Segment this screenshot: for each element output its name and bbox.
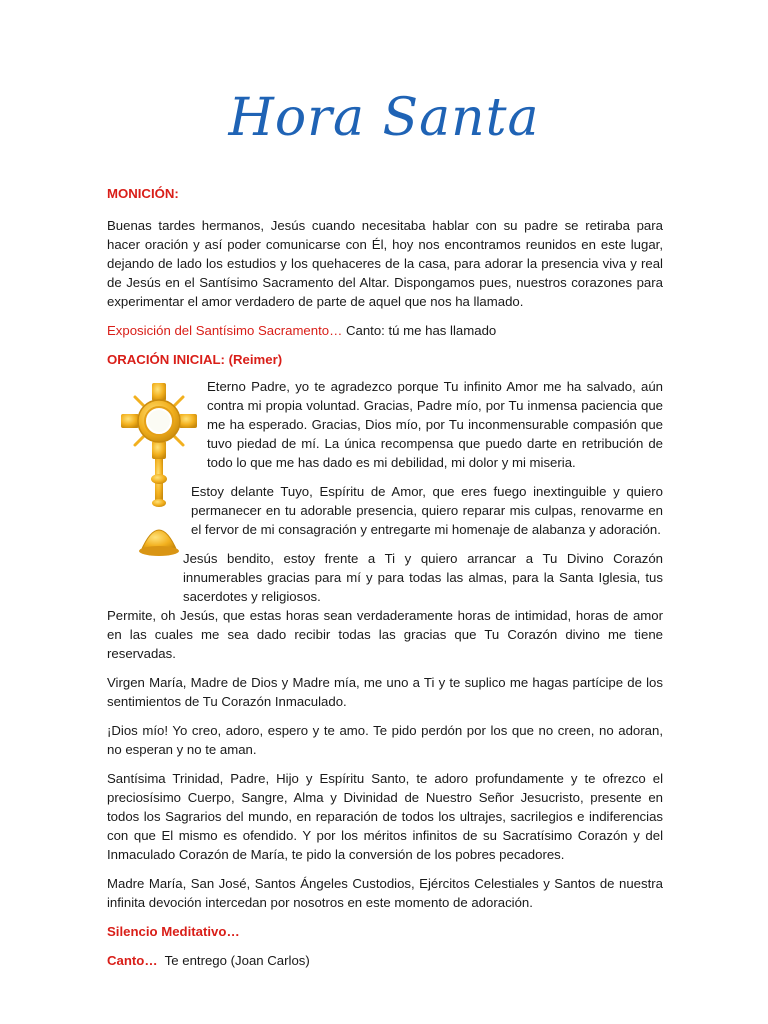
oracion-p6: Santísima Trinidad, Padre, Hijo y Espíritu Santo, te adoro profundamente y te ofrezco el preciosísimo Cuerpo, Sangre, Alma y Divinidad de Nuestro Señor Jesucristo, presente en todos los Sagrarios del mundo, en reparación de todos los ultrajes, sacrilegios e indiferencias con que El mismo es ofendido. Y por los méritos infinitos de su Sacratísimo Corazón y del Inmaculado Corazón de María, te pido la conversión de los pobres pecadores. xyxy=(107,771,663,862)
oracion-p4: Virgen María, Madre de Dios y Madre mía, me uno a Ti y te suplico me hagas partícipe de los sentimientos de Tu Corazón Inmaculado. xyxy=(107,675,663,709)
silencio-line xyxy=(107,922,663,941)
oracion-p1: Eterno Padre, yo te agradezco porque Tu infinito Amor me ha salvado, aún contra mi propia voluntad. Gracias, Padre mío, por Tu inmensa paciencia que me ha esperado. Gracias, Dios mío, por Tu inconmensurable compasión que tuvo piedad de mí. La única recompensa que puedo darte en retribución de todo lo que me has dado es mi debilidad, mi dolor y mi miseria. xyxy=(207,379,663,470)
prayer-block xyxy=(107,377,663,663)
canto-final-line xyxy=(107,951,663,970)
canto-final-text: Te entrego (Joan Carlos) xyxy=(157,953,310,968)
oracion-p3a: Jesús bendito, estoy frente a Ti y quiero arrancar a Tu Divino Corazón innumerables gracias para mí y para todas las almas, para la Santa Iglesia, tus sacerdotes y religiosos. xyxy=(183,551,663,604)
exposicion-label: Exposición del Santísimo Sacramento… xyxy=(107,323,343,338)
monicion-heading: MONICIÓN: xyxy=(107,186,179,201)
document-body xyxy=(107,184,663,980)
exposicion-canto: Canto: tú me has llamado xyxy=(342,323,497,338)
oracion-inicial-heading: ORACIÓN INICIAL: (Reimer) xyxy=(107,352,283,367)
monicion-text: Buenas tardes hermanos, Jesús cuando necesitaba hablar con su padre se retiraba para hacer oración y así poder comunicarse con Él, hoy nos encontramos reunidos en este lugar, dejando de lado los estudios y los quehaceres de la casa, para adorar la presencia viva y real de Jesús en el Santísimo Sacramento del Altar. Dispongamos pues, nuestros corazones para experimentar el amor verdadero de parte de aquel que nos ha llamado. xyxy=(107,218,663,309)
silencio-label: Silencio Meditativo… xyxy=(107,924,240,939)
canto-final-label: Canto… xyxy=(107,953,158,968)
oracion-p3b: Permite, oh Jesús, que estas horas sean verdaderamente horas de intimidad, horas de amor en las cuales me sea dado recibir todas las gracias que Tu Corazón divino me tiene reservadas. xyxy=(107,608,663,661)
page-title: Hora Santa xyxy=(228,88,540,148)
oracion-p2: Estoy delante Tuyo, Espíritu de Amor, que eres fuego inextinguible y quiero permanecer en tu adorable presencia, quiero reparar mis culpas, renovarme en el fervor de mi consagración y entregarte mi homenaje de alabanza y adoración. xyxy=(191,484,663,537)
oracion-p7: Madre María, San José, Santos Ángeles Custodios, Ejércitos Celestiales y Santos de nuestra infinita devoción intercedan por nosotros en este momento de adoración. xyxy=(107,876,663,910)
exposicion-line xyxy=(107,321,663,340)
oracion-p5: ¡Dios mío! Yo creo, adoro, espero y te amo. Te pido perdón por los que no creen, no adoran, no esperan y no te aman. xyxy=(107,723,663,757)
monstrance-icon xyxy=(119,379,199,559)
